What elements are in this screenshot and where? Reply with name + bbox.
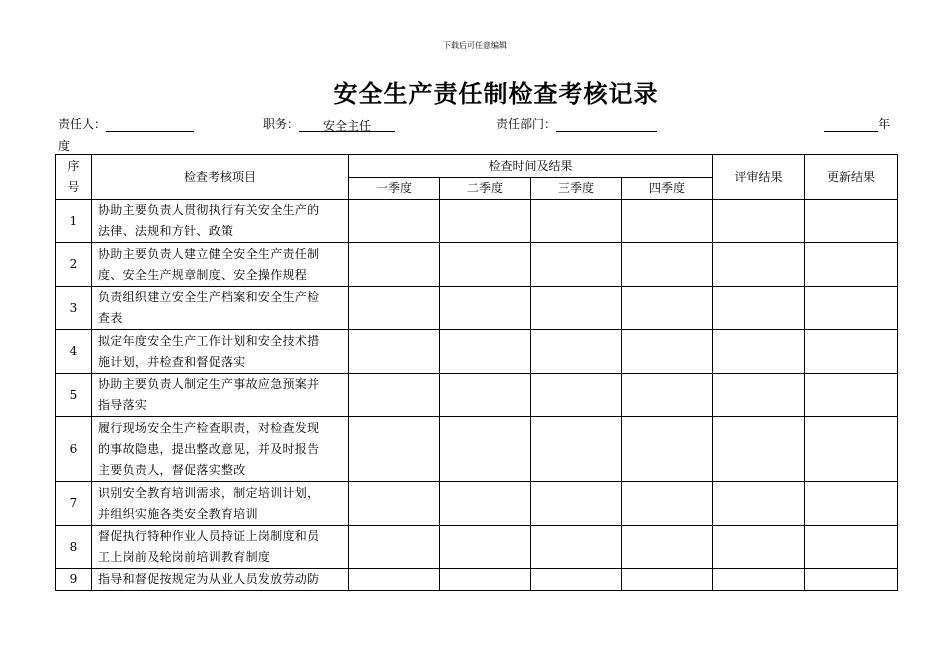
table-row: [56, 569, 898, 591]
q4-cell[interactable]: [622, 330, 713, 374]
header-q2: 二季度: [440, 178, 531, 200]
row-item: [92, 243, 349, 287]
row-no: 5: [56, 374, 92, 417]
position-label: 职务：: [263, 117, 300, 131]
row-no: 1: [56, 200, 92, 243]
department-field: [496, 115, 657, 132]
table-row: [56, 200, 898, 243]
q1-cell[interactable]: [349, 287, 440, 330]
row-item-line: 协助主要负责人建立健全安全生产责任制: [98, 246, 320, 261]
q4-cell[interactable]: [622, 243, 713, 287]
department-label: 责任部门：: [496, 117, 557, 131]
row-no: 4: [56, 330, 92, 374]
review-cell[interactable]: [713, 526, 805, 569]
header-q1: 一季度: [349, 178, 440, 200]
row-item-line: 指导和督促按规定为从业人员发放劳动防: [98, 572, 320, 586]
year-field: [824, 115, 890, 132]
q3-cell[interactable]: [531, 526, 622, 569]
q4-cell[interactable]: [622, 200, 713, 243]
year-value[interactable]: [824, 117, 878, 132]
page-title: 安全生产责任制检查考核记录: [333, 80, 659, 108]
row-item-line: 并组织实施各类安全教育培训: [98, 506, 258, 521]
q4-cell[interactable]: [622, 569, 713, 591]
q1-cell[interactable]: [349, 243, 440, 287]
q1-cell[interactable]: [349, 200, 440, 243]
q3-cell[interactable]: [531, 243, 622, 287]
row-no: 3: [56, 287, 92, 330]
q4-cell[interactable]: [622, 374, 713, 417]
row-no: 6: [56, 417, 92, 482]
row-item-line: 度、安全生产规章制度、安全操作规程: [98, 267, 308, 282]
update-cell[interactable]: [805, 417, 898, 482]
row-item-line: 督促执行特种作业人员持证上岗制度和员: [98, 529, 320, 543]
q2-cell[interactable]: [440, 482, 531, 526]
q3-cell[interactable]: [531, 200, 622, 243]
row-item: [92, 569, 349, 591]
position-value[interactable]: 安全主任: [299, 117, 395, 132]
position-field: [263, 115, 395, 132]
table-row: [56, 287, 898, 330]
row-item: [92, 287, 349, 330]
q4-cell[interactable]: [622, 417, 713, 482]
header-note: 下载后可任意编辑: [443, 41, 507, 50]
header-time-result: 检查时间及结果: [349, 155, 713, 178]
year-label: 年: [878, 117, 891, 131]
row-no: 2: [56, 243, 92, 287]
update-cell[interactable]: [805, 243, 898, 287]
check-record-table: [55, 154, 898, 591]
responsible-label: 责任人：: [58, 117, 107, 131]
q2-cell[interactable]: [440, 569, 531, 591]
row-item-line: 拟定年度安全生产工作计划和安全技术措: [98, 333, 320, 348]
q2-cell[interactable]: [440, 330, 531, 374]
q3-cell[interactable]: [531, 330, 622, 374]
q1-cell[interactable]: [349, 569, 440, 591]
header-item: 检查考核项目: [92, 155, 349, 200]
q1-cell[interactable]: [349, 330, 440, 374]
update-cell[interactable]: [805, 569, 898, 591]
table-header-row: [56, 155, 898, 178]
header-seq: [56, 155, 92, 200]
row-item-line: 负责组织建立安全生产档案和安全生产检: [98, 290, 320, 304]
table-row: [56, 526, 898, 569]
q2-cell[interactable]: [440, 200, 531, 243]
q1-cell[interactable]: [349, 482, 440, 526]
responsible-value[interactable]: [106, 117, 194, 132]
update-cell[interactable]: [805, 374, 898, 417]
review-cell[interactable]: [713, 417, 805, 482]
review-cell[interactable]: [713, 569, 805, 591]
update-cell[interactable]: [805, 330, 898, 374]
review-cell[interactable]: [713, 374, 805, 417]
review-cell[interactable]: [713, 243, 805, 287]
department-value[interactable]: [556, 117, 657, 132]
row-item: [92, 200, 349, 243]
update-cell[interactable]: [805, 482, 898, 526]
year-label-continued: 度: [58, 139, 71, 153]
header-seq-line2: 号: [67, 180, 80, 194]
q1-cell[interactable]: [349, 374, 440, 417]
table-row: [56, 243, 898, 287]
row-no: 8: [56, 526, 92, 569]
row-item: [92, 330, 349, 374]
table-row: [56, 330, 898, 374]
q3-cell[interactable]: [531, 569, 622, 591]
row-item-line: 的事故隐患，提出整改意见，并及时报告: [98, 441, 320, 456]
review-cell[interactable]: [713, 200, 805, 243]
row-item-line: 主要负责人，督促落实整改: [98, 462, 246, 477]
row-item-line: 施计划，并检查和督促落实: [98, 354, 246, 369]
review-cell[interactable]: [713, 287, 805, 330]
q2-cell[interactable]: [440, 243, 531, 287]
responsible-field: [58, 115, 194, 132]
update-cell[interactable]: [805, 287, 898, 330]
row-item-line: 工上岗前及轮岗前培训教育制度: [98, 550, 271, 564]
q2-cell[interactable]: [440, 374, 531, 417]
row-item: [92, 482, 349, 526]
table-row: [56, 374, 898, 417]
row-item-line: 协助主要负责人制定生产事故应急预案并: [98, 377, 320, 391]
update-cell[interactable]: [805, 200, 898, 243]
row-item: [92, 374, 349, 417]
header-review: 评审结果: [713, 155, 805, 200]
row-item: [92, 526, 349, 569]
row-item: [92, 417, 349, 482]
row-item-line: 履行现场安全生产检查职责，对检查发现: [98, 420, 320, 435]
row-item-line: 识别安全教育培训需求，制定培训计划，: [98, 485, 320, 500]
row-item-line: 指导落实: [98, 398, 148, 412]
header-seq-line1: 序: [67, 159, 80, 173]
q4-cell[interactable]: [622, 482, 713, 526]
q3-cell[interactable]: [531, 287, 622, 330]
q2-cell[interactable]: [440, 287, 531, 330]
q4-cell[interactable]: [622, 287, 713, 330]
q4-cell[interactable]: [622, 526, 713, 569]
q1-cell[interactable]: [349, 417, 440, 482]
q3-cell[interactable]: [531, 417, 622, 482]
table-row: [56, 482, 898, 526]
row-item-line: 查表: [98, 311, 123, 325]
q1-cell[interactable]: [349, 526, 440, 569]
row-no: 9: [56, 569, 92, 591]
q2-cell[interactable]: [440, 417, 531, 482]
header-q4: 四季度: [622, 178, 713, 200]
header-q3: 三季度: [531, 178, 622, 200]
table-row: [56, 417, 898, 482]
row-no: 7: [56, 482, 92, 526]
row-item-line: 法律、法规和方针、政策: [98, 224, 234, 238]
review-cell[interactable]: [713, 330, 805, 374]
row-item-line: 协助主要负责人贯彻执行有关安全生产的: [98, 203, 320, 217]
q3-cell[interactable]: [531, 482, 622, 526]
q2-cell[interactable]: [440, 526, 531, 569]
header-update: 更新结果: [805, 155, 898, 200]
q3-cell[interactable]: [531, 374, 622, 417]
update-cell[interactable]: [805, 526, 898, 569]
review-cell[interactable]: [713, 482, 805, 526]
